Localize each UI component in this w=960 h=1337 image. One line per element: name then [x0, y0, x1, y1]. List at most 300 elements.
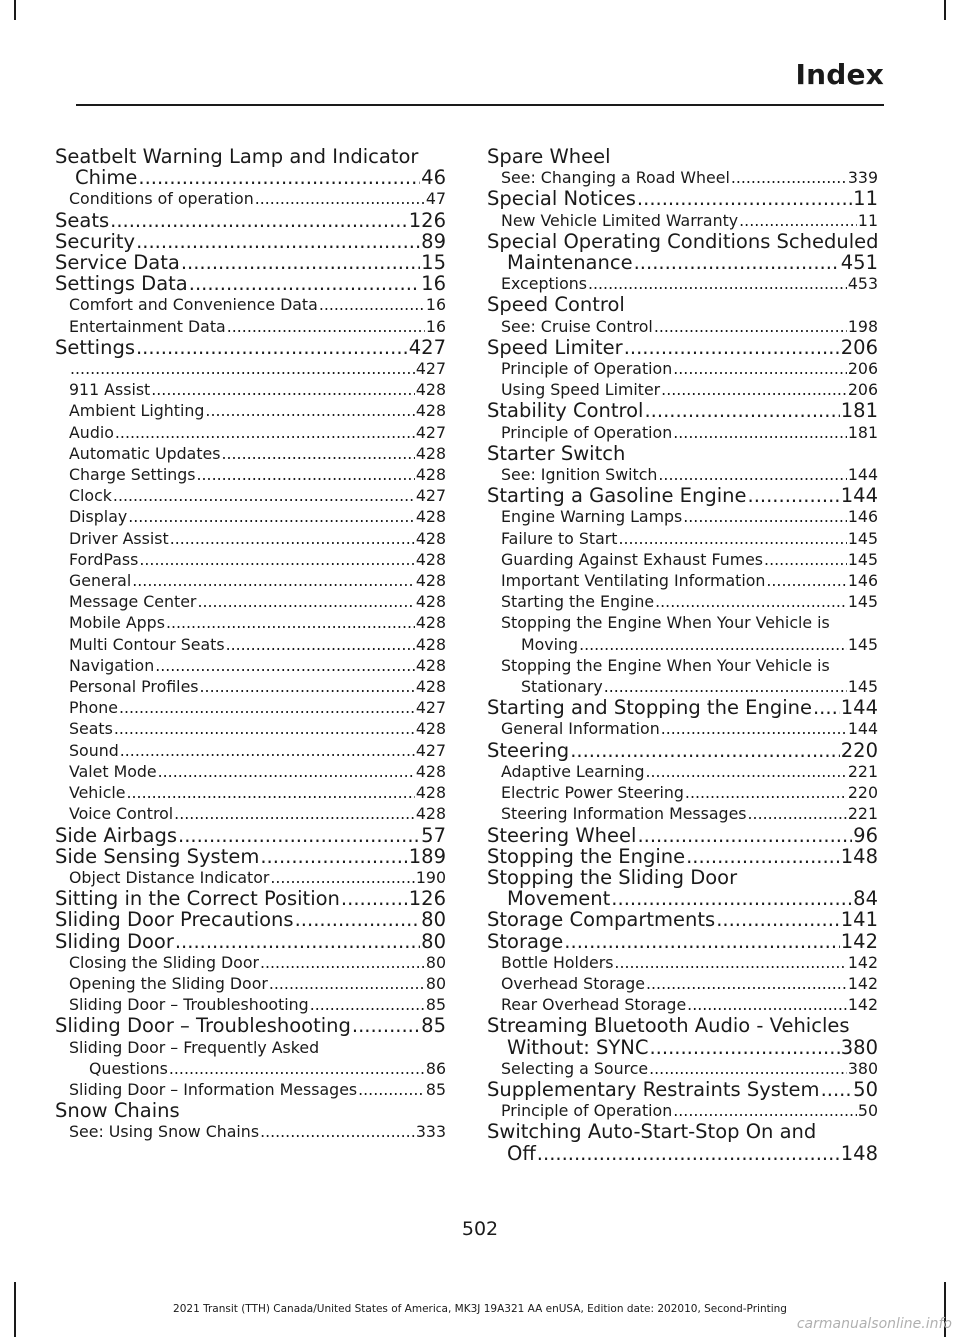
entry-text: Entertainment Data	[69, 316, 226, 336]
entry-text: Sound	[69, 740, 119, 760]
dot-leader	[221, 443, 414, 464]
index-entry	[487, 188, 878, 209]
dot-leader	[646, 761, 847, 782]
entry-text: Sliding Door Precautions	[55, 908, 294, 932]
dot-leader	[661, 718, 847, 739]
page-reference: 145	[847, 549, 878, 569]
index-entry	[55, 337, 446, 358]
dot-leader	[673, 1100, 857, 1121]
index-subentry	[487, 210, 878, 231]
page-reference: 145	[847, 677, 878, 697]
entry-text: Stopping the Engine	[487, 844, 686, 868]
page-reference: 142	[847, 995, 878, 1015]
index-subentry	[487, 528, 878, 549]
entry-text: Storage	[487, 929, 564, 953]
index-entry	[487, 846, 878, 867]
footer-text: 2021 Transit (TTH) Canada/United States of America, MK3J 19A321 AA enUSA, Edition date: 202010, Second-Printing	[173, 1303, 787, 1315]
entry-text: Seatbelt Warning Lamp and Indicator	[55, 145, 419, 168]
dot-leader	[155, 655, 415, 676]
dot-leader	[170, 528, 415, 549]
index-column-right	[487, 146, 878, 1164]
index-subentry	[55, 1037, 446, 1079]
index-subentry	[55, 485, 446, 506]
dot-leader	[764, 549, 847, 570]
entry-text: Exceptions	[501, 274, 587, 294]
index-subentry	[487, 655, 878, 697]
page-reference: 189	[408, 844, 446, 868]
index-entry	[487, 443, 878, 464]
entry-text: Maintenance	[507, 251, 633, 275]
index-entry	[487, 931, 878, 952]
entry-text: Stopping the Sliding Door	[487, 865, 738, 889]
entry-text: Ambient Lighting	[69, 401, 205, 421]
entry-text: Voice Control	[69, 804, 174, 824]
entry-text: Bottle Holders	[501, 952, 614, 972]
entry-text: New Vehicle Limited Warranty	[501, 210, 739, 230]
index-entry	[55, 146, 446, 188]
page-reference: 80	[425, 973, 446, 993]
entry-text: Stability Control	[487, 399, 644, 423]
index-subentry	[487, 761, 878, 782]
dot-leader	[260, 846, 407, 867]
page-reference: 333	[415, 1122, 446, 1142]
entry-text: Starting a Gasoline Engine	[487, 484, 747, 508]
page-reference: 142	[847, 973, 878, 993]
entry-text: Steering Information Messages	[501, 804, 747, 824]
entry-text: See: Cruise Control	[501, 316, 653, 336]
dot-leader	[175, 931, 420, 952]
page-reference: 181	[847, 422, 878, 442]
entry-text: Overhead Storage	[501, 973, 645, 993]
entry-text: Navigation	[69, 655, 155, 675]
index-subentry	[55, 697, 446, 718]
index-subentry	[55, 528, 446, 549]
dot-leader	[821, 1079, 853, 1100]
entry-text: Important Ventilating Information	[501, 571, 766, 591]
page-reference: 144	[847, 465, 878, 485]
index-entry	[55, 931, 446, 952]
index-entry	[487, 485, 878, 506]
dot-leader	[255, 188, 425, 209]
index-subentry	[55, 655, 446, 676]
dot-leader	[716, 909, 840, 930]
dot-leader	[226, 634, 415, 655]
index-subentry	[55, 188, 446, 209]
index-entry	[487, 231, 878, 273]
dot-leader	[588, 273, 847, 294]
entry-text: Snow Chains	[55, 1099, 180, 1123]
entry-text: Settings Data	[55, 272, 188, 296]
dot-leader	[197, 591, 414, 612]
page-reference: 148	[840, 844, 878, 868]
index-entry	[55, 825, 446, 846]
entry-text: Movement	[507, 887, 611, 911]
entry-text: Audio	[69, 422, 114, 442]
header-rule	[76, 104, 884, 106]
index-subentry	[487, 358, 878, 379]
dot-leader	[748, 485, 840, 506]
page-reference: 50	[857, 1101, 878, 1121]
dot-leader	[138, 167, 420, 188]
index-entry	[487, 867, 878, 909]
page-reference: 221	[847, 804, 878, 824]
index-subentry	[55, 973, 446, 994]
page-reference: 428	[415, 380, 446, 400]
entry-text: Selecting a Source	[501, 1058, 649, 1078]
entry-text: Side Sensing System	[55, 844, 260, 868]
dot-leader	[132, 570, 415, 591]
dot-leader	[618, 528, 846, 549]
index-subentry	[487, 994, 878, 1015]
entry-text: Automatic Updates	[69, 443, 221, 463]
dot-leader	[614, 952, 846, 973]
index-subentry	[487, 549, 878, 570]
index-subentry	[487, 570, 878, 591]
page-reference: 46	[421, 166, 446, 190]
page-reference: 427	[415, 740, 446, 760]
page-reference: 80	[425, 952, 446, 972]
index-subentry	[55, 464, 446, 485]
entry-text: Seats	[69, 719, 113, 739]
index-subentry	[55, 294, 446, 315]
entry-text: See: Ignition Switch	[501, 465, 658, 485]
dot-leader	[658, 464, 846, 485]
index-entry	[55, 273, 446, 294]
entry-text: Sliding Door – Troubleshooting	[69, 995, 309, 1015]
index-entry	[487, 146, 878, 167]
entry-text: See: Changing a Road Wheel	[501, 168, 730, 188]
page-reference: 428	[415, 401, 446, 421]
index-entry	[55, 210, 446, 231]
page-reference: 11	[857, 210, 878, 230]
entry-text: Principle of Operation	[501, 422, 673, 442]
entry-text: Failure to Start	[501, 528, 618, 548]
index-entry	[55, 888, 446, 909]
page-reference: 85	[425, 1079, 446, 1099]
index-subentry	[55, 612, 446, 633]
index-subentry	[55, 718, 446, 739]
page-reference: 339	[847, 168, 878, 188]
page-reference: 181	[840, 399, 878, 423]
index-entry	[55, 1015, 446, 1036]
page-reference: 145	[847, 528, 878, 548]
index-subentry	[487, 803, 878, 824]
entry-text: See: Using Snow Chains	[69, 1122, 260, 1142]
dot-leader	[537, 1143, 840, 1164]
entry-text: Electric Power Steering	[501, 783, 684, 803]
page-reference: 144	[847, 719, 878, 739]
entry-text: Service Data	[55, 251, 180, 275]
dot-leader	[654, 316, 847, 337]
page-reference: 428	[415, 804, 446, 824]
index-subentry	[55, 400, 446, 421]
index-subentry	[487, 1058, 878, 1079]
index-subentry	[55, 867, 446, 888]
index-entry	[487, 740, 878, 761]
index-subentry	[487, 506, 878, 527]
entry-text: Settings	[55, 335, 135, 359]
index-subentry	[487, 952, 878, 973]
entry-text: Off	[507, 1141, 536, 1165]
index-subentry	[487, 718, 878, 739]
page-reference: 190	[415, 867, 446, 887]
entry-text: Stopping the Engine When Your Vehicle is	[501, 655, 830, 675]
dot-leader	[181, 252, 420, 273]
page-reference: 220	[847, 783, 878, 803]
dot-leader	[319, 294, 425, 315]
entry-text: Starting the Engine	[501, 592, 655, 612]
index-subentry	[487, 973, 878, 994]
page-reference: 126	[408, 887, 446, 911]
entry-text: Using Speed Limiter	[501, 380, 661, 400]
page-reference: 428	[415, 443, 446, 463]
index-subentry	[55, 1079, 446, 1100]
page-reference: 428	[415, 719, 446, 739]
page-reference: 206	[847, 359, 878, 379]
page-reference: 206	[847, 380, 878, 400]
page-reference: 428	[415, 655, 446, 675]
page-reference: 427	[415, 422, 446, 442]
dot-leader	[673, 422, 847, 443]
entry-text: Comfort and Convenience Data	[69, 295, 318, 315]
index-subentry	[487, 464, 878, 485]
entry-text: Stopping the Engine When Your Vehicle is	[501, 613, 830, 633]
index-subentry	[55, 952, 446, 973]
dot-leader	[310, 994, 425, 1015]
page-reference: 96	[853, 823, 878, 847]
page-reference: 141	[840, 908, 878, 932]
page-reference: 428	[415, 507, 446, 527]
dot-leader	[169, 1058, 425, 1079]
dot-leader	[352, 1015, 420, 1036]
entry-text: Rear Overhead Storage	[501, 995, 687, 1015]
entry-text: Starting and Stopping the Engine	[487, 696, 812, 720]
entry-text: Engine Warning Lamps	[501, 507, 683, 527]
page-reference: 146	[847, 507, 878, 527]
entry-text: Sliding Door – Troubleshooting	[55, 1014, 351, 1038]
index-subentry	[55, 379, 446, 400]
entry-text: Moving	[521, 634, 579, 654]
entry-text: Valet Mode	[69, 761, 157, 781]
entry-text: Sliding Door	[55, 929, 174, 953]
dot-leader	[637, 188, 852, 209]
dot-leader	[649, 1037, 839, 1058]
entry-text: Special Notices	[487, 187, 636, 211]
index-subentry	[55, 422, 446, 443]
index-entry	[487, 825, 878, 846]
entry-text: General	[69, 571, 132, 591]
dot-leader	[731, 167, 847, 188]
index-subentry	[487, 782, 878, 803]
page-reference: 145	[847, 592, 878, 612]
dot-leader	[604, 676, 847, 697]
entry-text: General Information	[501, 719, 660, 739]
dot-leader	[766, 570, 846, 591]
index-entry	[55, 1100, 446, 1121]
entry-text: Phone	[69, 698, 118, 718]
index-subentry	[487, 167, 878, 188]
entry-text: Speed Control	[487, 293, 625, 317]
entry-text: Chime	[75, 166, 138, 190]
entry-text: Personal Profiles	[69, 677, 199, 697]
index-subentry	[55, 634, 446, 655]
page-reference: 16	[425, 316, 446, 336]
entry-text: Spare Wheel	[487, 145, 611, 168]
dot-leader	[739, 210, 857, 231]
dot-leader	[683, 506, 847, 527]
page-reference: 451	[840, 251, 878, 275]
page-reference: 144	[840, 484, 878, 508]
entry-text: Charge Settings	[69, 465, 196, 485]
dot-leader	[358, 1079, 425, 1100]
entry-text: Sitting in the Correct Position	[55, 887, 340, 911]
entry-text: Principle of Operation	[501, 1101, 673, 1121]
index-entry	[487, 337, 878, 358]
dot-leader	[748, 803, 847, 824]
watermark: carmanualsonline.info	[796, 1316, 952, 1332]
index-subentry	[55, 443, 446, 464]
index-entry	[487, 697, 878, 718]
dot-leader	[637, 825, 852, 846]
entry-text: Object Distance Indicator	[69, 867, 270, 887]
dot-leader	[178, 825, 420, 846]
dot-leader	[70, 358, 415, 379]
page-reference: 428	[415, 528, 446, 548]
page-title: Index	[795, 58, 884, 91]
dot-leader	[685, 782, 847, 803]
page-reference: 146	[847, 571, 878, 591]
page-reference: 145	[847, 634, 878, 654]
entry-text: Mobile Apps	[69, 613, 165, 633]
page-reference: 142	[840, 929, 878, 953]
entry-text: Stationary	[521, 677, 603, 697]
index-subentry	[55, 740, 446, 761]
page-reference: 47	[425, 189, 446, 209]
index-subentry	[55, 591, 446, 612]
page-reference: 144	[840, 696, 878, 720]
dot-leader	[270, 867, 414, 888]
page-reference: 428	[415, 761, 446, 781]
index-subentry	[487, 422, 878, 443]
dot-leader	[646, 973, 847, 994]
entry-text: Sliding Door – Information Messages	[69, 1079, 358, 1099]
page-reference: 57	[421, 823, 446, 847]
index-subentry	[487, 379, 878, 400]
entry-text: Conditions of operation	[69, 189, 254, 209]
index-subentry	[487, 316, 878, 337]
page-reference: 16	[421, 272, 446, 296]
index-subentry	[487, 591, 878, 612]
entry-text: FordPass	[69, 549, 139, 569]
dot-leader	[114, 718, 415, 739]
dot-leader	[200, 676, 415, 697]
page-reference: 428	[415, 634, 446, 654]
dot-leader	[649, 1058, 847, 1079]
entry-text: Supplementary Restraints System	[487, 1077, 820, 1101]
page-reference: 11	[853, 187, 878, 211]
entry-text: Display	[69, 507, 128, 527]
index-entry	[487, 1121, 878, 1163]
entry-text: Clock	[69, 486, 112, 506]
index-subentry	[55, 803, 446, 824]
dot-leader	[295, 909, 421, 930]
dot-leader	[611, 888, 852, 909]
dot-leader	[197, 464, 415, 485]
page-reference: 428	[415, 783, 446, 803]
page-reference: 428	[415, 571, 446, 591]
entry-text: Questions	[89, 1058, 168, 1078]
dot-leader	[189, 273, 420, 294]
dot-leader	[813, 697, 840, 718]
entry-text: Steering Wheel	[487, 823, 637, 847]
dot-leader	[260, 1121, 415, 1142]
entry-text: Closing the Sliding Door	[69, 952, 259, 972]
index-subentry	[55, 506, 446, 527]
page-reference: 427	[415, 359, 446, 379]
page-reference: 427	[408, 335, 446, 359]
dot-leader	[139, 549, 414, 570]
dot-leader	[686, 846, 840, 867]
page-reference: 428	[415, 549, 446, 569]
entry-text: Steering	[487, 738, 570, 762]
dot-leader	[205, 400, 414, 421]
dot-leader	[269, 973, 425, 994]
page-reference: 50	[853, 1077, 878, 1101]
page-reference: 380	[847, 1058, 878, 1078]
entry-text: Storage Compartments	[487, 908, 716, 932]
dot-leader	[564, 931, 839, 952]
page-reference: 206	[840, 335, 878, 359]
entry-text: Message Center	[69, 592, 197, 612]
page-reference: 85	[425, 995, 446, 1015]
dot-leader	[151, 379, 415, 400]
dot-leader	[127, 782, 415, 803]
dot-leader	[128, 506, 415, 527]
index-subentry	[55, 570, 446, 591]
dot-leader	[115, 422, 415, 443]
crop-mark-top-left	[14, 0, 16, 20]
index-subentry	[487, 273, 878, 294]
index-entry	[55, 231, 446, 252]
dot-leader	[260, 952, 425, 973]
dot-leader	[687, 994, 847, 1015]
index-subentry	[487, 612, 878, 654]
entry-text: Streaming Bluetooth Audio - Vehicles	[487, 1014, 850, 1038]
page-reference: 80	[421, 908, 446, 932]
entry-text: Starter Switch	[487, 441, 626, 465]
index-entry	[487, 1079, 878, 1100]
entry-text: Vehicle	[69, 783, 126, 803]
index-entry	[55, 909, 446, 930]
index-entry	[487, 294, 878, 315]
dot-leader	[174, 803, 415, 824]
dot-leader	[579, 634, 847, 655]
page-reference: 16	[425, 295, 446, 315]
dot-leader	[136, 337, 408, 358]
page-reference: 221	[847, 761, 878, 781]
page-reference: 428	[415, 613, 446, 633]
dot-leader	[227, 316, 425, 337]
index-entry	[487, 400, 878, 421]
entry-text: Switching Auto-Start-Stop On and	[487, 1120, 817, 1144]
entry-text: Special Operating Conditions Scheduled	[487, 229, 879, 253]
dot-leader	[673, 358, 847, 379]
page-reference: 126	[408, 208, 446, 232]
page-reference: 142	[847, 952, 878, 972]
page-reference: 86	[425, 1058, 446, 1078]
entry-text: Seats	[55, 208, 110, 232]
index-subentry	[55, 316, 446, 337]
